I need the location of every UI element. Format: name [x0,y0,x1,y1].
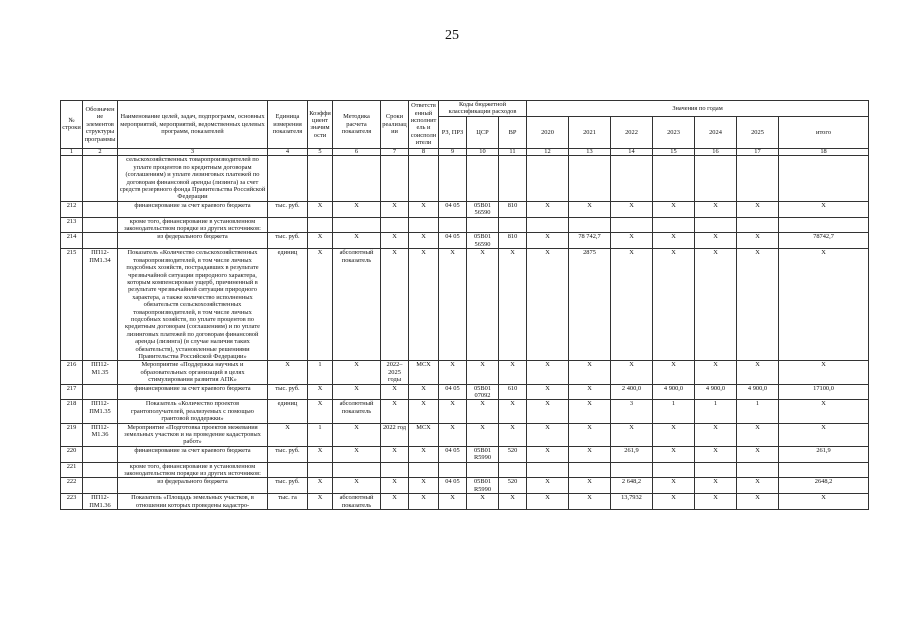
header-vr: ВР [499,116,527,148]
header-csr: ЦСР [467,116,499,148]
item-name: сельскохозяйственных товаропроизводителей по уплате процентов по кредитным договорам (соглашениям) и уплате лизинговых платежей по договорам финансовой аренды (лизинга) за счет средств резервного фонда Правительства Российской Федерации [118,156,268,201]
rz-code: X [439,494,467,510]
value-2023 [653,156,695,201]
value-2023: X [653,494,695,510]
coefficient [308,217,333,233]
table-row [61,156,869,201]
value-2023 [653,462,695,478]
value-2020: X [527,423,569,446]
column-number: 8 [409,148,439,156]
value-2024: 4 900,0 [695,384,737,400]
table-row [61,249,869,361]
unit: тыс. руб. [268,233,308,249]
value-2024: X [695,423,737,446]
value-2022: 2 648,2 [611,478,653,494]
element-code [83,384,118,400]
method: X [333,201,381,217]
value-2022: 3 [611,400,653,423]
column-number: 7 [381,148,409,156]
table-row [61,423,869,446]
terms: X [381,478,409,494]
value-total: X [779,423,869,446]
column-number: 1 [61,148,83,156]
csr-code: X [467,400,499,423]
executor [409,156,439,201]
header-coef: Коэффициент значимости [308,101,333,149]
value-2025: 4 900,0 [737,384,779,400]
vr-code: X [499,361,527,384]
row-number: 219 [61,423,83,446]
coefficient: X [308,494,333,510]
table-row [61,478,869,494]
table-row [61,201,869,217]
element-code: ПП12-М1.35 [83,361,118,384]
terms: X [381,201,409,217]
terms: X [381,384,409,400]
value-2023: X [653,446,695,462]
value-total [779,217,869,233]
column-number: 14 [611,148,653,156]
table-body [61,156,869,510]
rz-code: X [439,249,467,361]
value-2024 [695,217,737,233]
value-2024: X [695,249,737,361]
rz-code: X [439,361,467,384]
rz-code [439,462,467,478]
executor: X [409,201,439,217]
terms: X [381,494,409,510]
header-row-no: № строки [61,101,83,149]
method: абсолютный показатель [333,494,381,510]
item-name: финансирование за счет краевого бюджета [118,384,268,400]
method [333,217,381,233]
value-2021: 78 742,7 [569,233,611,249]
element-code: ПП12-ПМ1.34 [83,249,118,361]
header-method: Методика расчета показателя [333,101,381,149]
row-number [61,156,83,201]
value-2025 [737,156,779,201]
value-2024 [695,462,737,478]
method: X [333,478,381,494]
method: абсолютный показатель [333,249,381,361]
program-table [60,100,869,510]
row-number: 218 [61,400,83,423]
coefficient [308,462,333,478]
value-2022: X [611,361,653,384]
unit: X [268,423,308,446]
header-code: Обозначение элементов структуры программы [83,101,118,149]
value-2025 [737,462,779,478]
value-2022: 2 400,0 [611,384,653,400]
csr-code [467,217,499,233]
value-2020: X [527,400,569,423]
value-2023: 1 [653,400,695,423]
value-total: 2648,2 [779,478,869,494]
value-total: 261,9 [779,446,869,462]
value-total [779,156,869,201]
table-row [61,446,869,462]
header-executor: Ответственный исполнитель и соисполнители [409,101,439,149]
header-budget-codes: Коды бюджетной классификации расходов [439,101,527,117]
column-number: 10 [467,148,499,156]
value-2020: X [527,494,569,510]
row-number: 215 [61,249,83,361]
value-total [779,462,869,478]
rz-code: 04 05 [439,384,467,400]
table-header [61,101,869,156]
executor: X [409,249,439,361]
header-year-2020: 2020 [527,116,569,148]
value-2024: X [695,361,737,384]
value-2022: X [611,423,653,446]
csr-code [467,156,499,201]
coefficient: X [308,201,333,217]
rz-code: X [439,423,467,446]
value-2022 [611,156,653,201]
vr-code [499,217,527,233]
column-number: 18 [779,148,869,156]
csr-code: 05В01 R5990 [467,446,499,462]
column-number: 11 [499,148,527,156]
method: абсолютный показатель [333,400,381,423]
value-2020 [527,156,569,201]
vr-code: X [499,423,527,446]
value-2025: X [737,201,779,217]
value-2025: 1 [737,400,779,423]
row-number: 217 [61,384,83,400]
executor: X [409,233,439,249]
header-rz: РЗ, ПРЗ [439,116,467,148]
value-2023: X [653,233,695,249]
table-row [61,494,869,510]
terms [381,156,409,201]
value-2024: X [695,201,737,217]
value-2023 [653,217,695,233]
table-row [61,361,869,384]
item-name: из федерального бюджета [118,233,268,249]
rz-code: 04 05 [439,478,467,494]
value-2024: 1 [695,400,737,423]
vr-code: X [499,249,527,361]
element-code [83,462,118,478]
element-code [83,156,118,201]
value-2021: X [569,384,611,400]
value-2020: X [527,233,569,249]
element-code [83,201,118,217]
vr-code: X [499,494,527,510]
value-2024: X [695,233,737,249]
value-2024 [695,156,737,201]
header-year-2021: 2021 [569,116,611,148]
value-total: X [779,400,869,423]
item-name: Показатель «Количество сельскохозяйственных товаропроизводителей, в том числе личных подсобных хозяйств, пострадавших в результате чрезвычайной ситуации природного характера, которым компенсирован ущерб, причиненный в результате чрезвычайной ситуации природного характера, а также количество исполненных обязательств сельскохозяйственных товаропроизводителей, в том числе личных подсобных хозяйств, по уплате процентов по кредитным договорам (соглашениям) и по уплате лизинговых платежей по договорам финансовой аренды (лизинга) (в случае наличия таких обязательств), установленные решениями Правительства Российской Федерации» [118,249,268,361]
value-2022: X [611,201,653,217]
coefficient: X [308,384,333,400]
item-name: кроме того, финансирование в установленном законодательством порядке из других источников: [118,462,268,478]
value-2025 [737,217,779,233]
unit: тыс. га [268,494,308,510]
value-2020: X [527,361,569,384]
value-2023: X [653,423,695,446]
rz-code: X [439,400,467,423]
table-row [61,384,869,400]
column-number: 17 [737,148,779,156]
coefficient [308,156,333,201]
coefficient: X [308,249,333,361]
table-row [61,217,869,233]
item-name: кроме того, финансирование в установленном законодательством порядке из других источников: [118,217,268,233]
value-total: X [779,361,869,384]
rz-code [439,156,467,201]
rz-code [439,217,467,233]
executor [409,217,439,233]
executor: X [409,400,439,423]
value-2022: X [611,249,653,361]
coefficient: 1 [308,423,333,446]
value-2021: X [569,478,611,494]
value-2020: X [527,384,569,400]
terms: 2022–2025 годы [381,361,409,384]
row-number: 221 [61,462,83,478]
value-total: X [779,201,869,217]
terms [381,217,409,233]
value-2021: X [569,446,611,462]
header-year-2023: 2023 [653,116,695,148]
header-name: Наименование целей, задач, подпрограмм, основных мероприятий, мероприятий, ведомственных целевых программ, показателей [118,101,268,149]
row-number: 220 [61,446,83,462]
csr-code: X [467,494,499,510]
row-number: 222 [61,478,83,494]
header-year-2024: 2024 [695,116,737,148]
terms [381,462,409,478]
row-number: 214 [61,233,83,249]
terms: 2022 год [381,423,409,446]
value-2025: X [737,249,779,361]
value-2025: X [737,423,779,446]
unit: тыс. руб. [268,478,308,494]
unit: тыс. руб. [268,446,308,462]
table-row [61,233,869,249]
row-number: 212 [61,201,83,217]
element-code [83,446,118,462]
vr-code: 810 [499,233,527,249]
value-2023: X [653,249,695,361]
executor: X [409,446,439,462]
header-year-2022: 2022 [611,116,653,148]
executor [409,462,439,478]
page-number: 25 [445,28,459,43]
method: X [333,423,381,446]
element-code [83,478,118,494]
header-total: итого [779,116,869,148]
value-2021 [569,156,611,201]
vr-code: 520 [499,478,527,494]
element-code: ПП12-М1.36 [83,423,118,446]
table-row [61,462,869,478]
item-name: финансирование за счет краевого бюджета [118,446,268,462]
value-2021: X [569,201,611,217]
value-2023: X [653,361,695,384]
vr-code [499,462,527,478]
value-2021 [569,462,611,478]
value-2022: 13,7932 [611,494,653,510]
item-name: из федерального бюджета [118,478,268,494]
header-years: Значения по годам [527,101,869,117]
terms: X [381,249,409,361]
value-2025: X [737,494,779,510]
rz-code: 04 05 [439,201,467,217]
unit: единиц [268,249,308,361]
unit: единиц [268,400,308,423]
terms: X [381,446,409,462]
executor: МСХ [409,423,439,446]
element-code [83,233,118,249]
method: X [333,446,381,462]
method: X [333,361,381,384]
value-2022 [611,462,653,478]
executor: МСХ [409,361,439,384]
csr-code: 05В01 56590 [467,233,499,249]
value-2023: 4 900,0 [653,384,695,400]
value-2020 [527,217,569,233]
method [333,156,381,201]
header-year-2025: 2025 [737,116,779,148]
item-name: Мероприятие «Поддержка научных и образовательных организаций в целях стимулирования развития АПК» [118,361,268,384]
csr-code: 05В01 07092 [467,384,499,400]
table-row [61,400,869,423]
item-name: Показатель «Площадь земельных участков, в отношении которых проведены кадастро- [118,494,268,510]
unit: тыс. руб. [268,201,308,217]
value-2022: X [611,233,653,249]
value-2024: X [695,494,737,510]
coefficient: X [308,446,333,462]
unit: X [268,361,308,384]
row-number: 213 [61,217,83,233]
value-2024: X [695,478,737,494]
value-2022: 261,9 [611,446,653,462]
vr-code: 810 [499,201,527,217]
value-total: X [779,249,869,361]
unit [268,462,308,478]
unit [268,217,308,233]
value-2020 [527,462,569,478]
executor: X [409,384,439,400]
method: X [333,384,381,400]
csr-code [467,462,499,478]
value-2021: 2875 [569,249,611,361]
value-2021: X [569,400,611,423]
executor: X [409,494,439,510]
value-2025: X [737,446,779,462]
coefficient: X [308,400,333,423]
value-total: 78742,7 [779,233,869,249]
column-number: 16 [695,148,737,156]
method [333,462,381,478]
element-code [83,217,118,233]
value-2024: X [695,446,737,462]
unit: тыс. руб. [268,384,308,400]
value-2025: X [737,233,779,249]
column-number: 3 [118,148,268,156]
value-2020: X [527,478,569,494]
value-total: X [779,494,869,510]
header-terms: Сроки реализации [381,101,409,149]
column-number: 4 [268,148,308,156]
value-2021: X [569,361,611,384]
row-number: 223 [61,494,83,510]
item-name: финансирование за счет краевого бюджета [118,201,268,217]
value-total: 17100,0 [779,384,869,400]
item-name: Показатель «Количество проектов грантополучателей, реализуемых с помощью грантовой поддержки» [118,400,268,423]
method: X [333,233,381,249]
terms: X [381,400,409,423]
csr-code: 05В01 56590 [467,201,499,217]
value-2021: X [569,423,611,446]
terms: X [381,233,409,249]
header-unit: Единица измерения показателя [268,101,308,149]
unit [268,156,308,201]
value-2023: X [653,478,695,494]
coefficient: X [308,233,333,249]
column-number: 9 [439,148,467,156]
value-2021: X [569,494,611,510]
column-number-row [61,148,869,156]
column-number: 13 [569,148,611,156]
element-code: ПП12-ПМ1.35 [83,400,118,423]
value-2020: X [527,249,569,361]
vr-code [499,156,527,201]
column-number: 6 [333,148,381,156]
value-2020: X [527,446,569,462]
csr-code: 05В01 R5990 [467,478,499,494]
item-name: Мероприятие «Подготовка проектов межевания земельных участков и на проведение кадастровых работ» [118,423,268,446]
column-number: 15 [653,148,695,156]
coefficient: X [308,478,333,494]
csr-code: X [467,249,499,361]
value-2023: X [653,201,695,217]
rz-code: 04 05 [439,446,467,462]
column-number: 2 [83,148,118,156]
column-number: 5 [308,148,333,156]
value-2022 [611,217,653,233]
value-2025: X [737,361,779,384]
csr-code: X [467,361,499,384]
value-2020: X [527,201,569,217]
executor: X [409,478,439,494]
column-number: 12 [527,148,569,156]
rz-code: 04 05 [439,233,467,249]
value-2025: X [737,478,779,494]
vr-code: 520 [499,446,527,462]
vr-code: X [499,400,527,423]
value-2021 [569,217,611,233]
coefficient: 1 [308,361,333,384]
element-code: ПП12-ПМ1.36 [83,494,118,510]
row-number: 216 [61,361,83,384]
csr-code: X [467,423,499,446]
vr-code: 610 [499,384,527,400]
